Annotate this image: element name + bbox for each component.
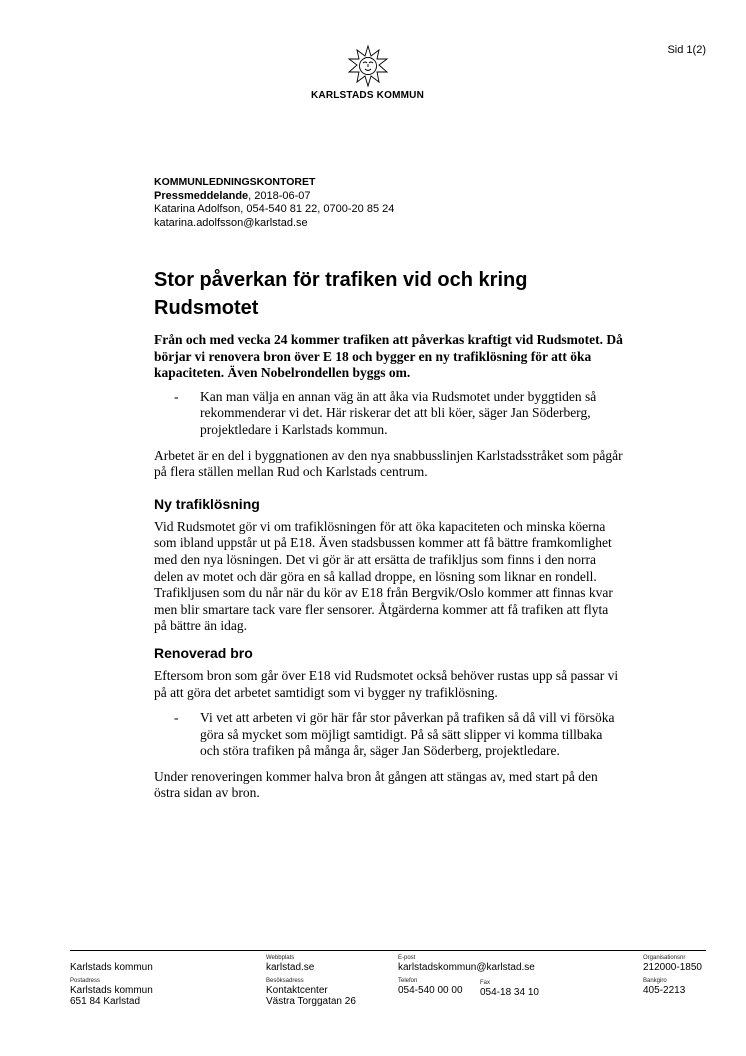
footer-col-web: [266, 954, 356, 1007]
date: , 2018-06-07: [248, 189, 311, 202]
dash: -: [174, 388, 179, 404]
quote-text: Vi vet att arbeten vi gör här får stor påverkan på trafiken så då vill vi försöka göra så mycket som möjligt samtidigt. På så sätt slipper vi komma tillbaka och störa trafiken på många år, säger Jan Söderberg, projektledare.: [200, 710, 615, 759]
footer-col-org: [70, 954, 153, 1007]
footer-email-value: karlstadskommun@karlstad.se: [398, 962, 535, 973]
paragraph: Eftersom bron som går över E18 vid Rudsmotet också behöver rustas upp så passar vi på att göra det arbetet samtidigt som vi bygger ny trafiklösning.: [154, 667, 619, 700]
footer-org: Karlstads kommun: [70, 962, 153, 973]
footer-col-fax: [480, 979, 539, 998]
doc-line: [154, 190, 394, 204]
section-heading: Ny trafiklösning: [154, 495, 260, 512]
footer-fax-value: 054-18 34 10: [480, 987, 539, 998]
contact-email: katarina.adolfsson@karlstad.se: [154, 216, 308, 229]
dash: -: [174, 710, 179, 726]
sun-logo-icon: [346, 44, 390, 88]
paragraph: Vid Rudsmotet gör vi om trafiklösningen för att öka kapaciteten och minska köerna som ibland uppstår ut på E18. Även stadsbussen kommer att få bättre framkomlighet med den nya lösningen. Det vi gör är att ersätta de trafikljus som finns i den norra delen av motet och där göra en så kallad droppe, en lösning som liknar en rondell. Trafikljusen som du når när du kör av E18 från Bergvik/Oslo kommer att finnas kvar men blir smartare tack vare fler sensorer. Åtgärderna kommer att få trafiken att flyta på bättre än idag.: [154, 518, 613, 634]
footer-fax-label: Fax: [480, 980, 491, 986]
footer: [70, 950, 706, 1007]
logo: [300, 44, 435, 101]
page-number: Sid 1(2): [667, 44, 706, 56]
quote: [154, 389, 624, 439]
footer-post-label: Postadress: [70, 978, 101, 984]
paragraph: Under renoveringen kommer halva bron åt gången att stängas av, med start på den östra sidan av bron.: [154, 768, 598, 801]
doc-type: Pressmeddelande: [154, 189, 249, 202]
department: KOMMUNLEDNINGSKONTORET: [154, 176, 316, 188]
footer-visit-line1: Kontaktcenter: [266, 985, 328, 996]
quote-text: Kan man välja en annan väg än att åka via Rudsmotet under byggtiden så rekommenderar vi det. Här riskerar det att bli köer, säger Jan Söderberg, projektledare i Karlstads kommun.: [200, 388, 597, 437]
footer-orgnr-value: 212000-1850: [643, 962, 702, 973]
quote: [154, 710, 624, 760]
footer-phone-label: Telefon: [398, 978, 418, 984]
footer-post-line1: Karlstads kommun: [70, 985, 153, 996]
org-name: KARLSTADS KOMMUN: [310, 90, 424, 101]
footer-visit-label: Besöksadress: [266, 978, 304, 984]
footer-phone-value: 054-540 00 00: [398, 985, 463, 996]
article: [154, 266, 624, 811]
footer-visit-line2: Västra Torggatan 26: [266, 996, 356, 1007]
footer-post-line2: 651 84 Karlstad: [70, 996, 141, 1007]
article-title: Stor påverkan för trafiken vid och kring Rudsmotet: [154, 269, 528, 319]
section-heading: Renoverad bro: [154, 644, 253, 661]
footer-bank-label: Bankgiro: [643, 978, 667, 984]
footer-web-value: karlstad.se: [266, 962, 315, 973]
contact: Katarina Adolfson, 054-540 81 22, 0700-20 85 24: [154, 203, 395, 215]
footer-bank-value: 405-2213: [643, 985, 686, 996]
lead-paragraph: Från och med vecka 24 kommer trafiken att påverkas kraftigt vid Rudsmotet. Då börjar vi renovera bron över E 18 och bygger en ny trafiklösning för att öka kapaciteten. Även Nobelrondellen byggs om.: [154, 332, 623, 381]
footer-web-label: Webbplats: [266, 955, 295, 961]
footer-col-orgnr: [643, 954, 702, 996]
footer-email-label: E-post: [398, 955, 416, 961]
paragraph: Arbetet är en del i byggnationen av den nya snabbusslinjen Karlstadsstråket som pågår på flera ställen mellan Rud och Karlstads centrum.: [154, 447, 623, 480]
footer-orgnr-label: Organisationsnr: [643, 955, 686, 961]
sender-block: [154, 176, 394, 230]
